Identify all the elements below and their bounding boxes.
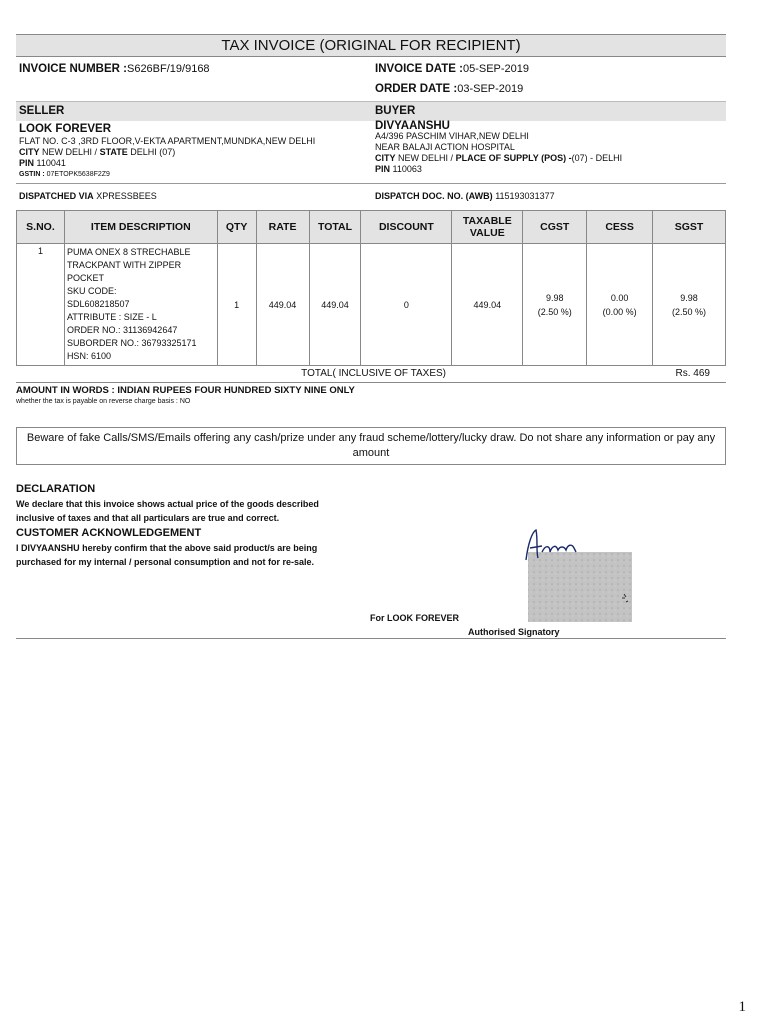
declaration-text	[16, 497, 726, 525]
invoice-date-label: INVOICE DATE :	[375, 63, 463, 75]
signature-stamp	[514, 522, 639, 592]
declaration-line: We declare that this invoice shows actual price of the goods described	[16, 499, 319, 509]
authorised-signatory: Authorised Signatory	[468, 627, 560, 637]
seller-city: NEW DELHI	[42, 147, 93, 157]
row-description	[64, 244, 217, 366]
col-taxable: TAXABLE VALUE	[452, 211, 523, 244]
sgst-amount: 9.98	[680, 292, 698, 303]
buyer-pin: 110063	[392, 164, 422, 174]
seller-gstin: 07ETOPK5638F2Z9	[46, 171, 110, 178]
invoice-date: 05-SEP-2019	[462, 63, 530, 75]
desc-line: SUBORDER NO.: 36793325171	[66, 338, 197, 348]
fraud-warning: Beware of fake Calls/SMS/Emails offering any cash/prize under any fraud scheme/lottery/lucky draw. Do not share any information or pay any amount	[16, 427, 726, 465]
seller-gstin-label: GSTIN :	[19, 171, 45, 178]
invoice-number: S626BF/19/9168	[126, 63, 210, 75]
buyer-city: NEW DELHI	[398, 153, 449, 163]
cgst-amount: 9.98	[545, 292, 564, 303]
row-cess	[587, 244, 653, 366]
cess-percent: (0.00 %)	[602, 306, 637, 317]
signature-image	[514, 522, 632, 624]
invoice-page	[16, 34, 726, 569]
invoice-number-label: INVOICE NUMBER :	[19, 63, 127, 75]
seller-pin-label: PIN	[19, 158, 35, 168]
desc-line: ATTRIBUTE : SIZE - L	[66, 312, 157, 322]
total-label: TOTAL( INCLUSIVE OF TAXES)	[301, 368, 446, 379]
table-row	[17, 244, 726, 366]
cess-amount: 0.00	[610, 292, 629, 303]
desc-line: SKU CODE:	[66, 286, 117, 296]
dispatch-info	[16, 184, 726, 210]
declaration-line: inclusive of taxes and that all particulars are true and correct.	[16, 513, 280, 523]
seller-state: DELHI (07)	[130, 147, 176, 157]
items-header-row	[17, 211, 726, 244]
desc-line: POCKET	[66, 273, 104, 283]
declaration-heading: DECLARATION	[16, 483, 96, 495]
seller-address: FLAT NO. C-3 ,3RD FLOOR,V-EKTA APARTMENT,MUNDKA,NEW DELHI	[19, 136, 316, 146]
col-cess: CESS	[587, 211, 653, 244]
seller-name: LOOK FOREVER	[19, 123, 112, 135]
seller-block: LOOK FOREVER FLAT NO. C-3 ,3RD FLOOR,V-EKTA APARTMENT,MUNDKA,NEW DELHI CITY NEW DELHI / STATE DELHI (07) PIN 110041 GSTIN : 07ETOPK5638F2Z9	[16, 121, 372, 183]
acknowledgement-heading: CUSTOMER ACKNOWLEDGEMENT	[16, 527, 202, 539]
col-rate: RATE	[256, 211, 309, 244]
desc-line: HSN: 6100	[66, 351, 111, 361]
seller-state-label: STATE	[99, 147, 128, 157]
acknowledgement-line: purchased for my internal / personal consumption and not for re-sale.	[16, 557, 315, 567]
buyer-name: DIVYAANSHU	[375, 120, 450, 132]
desc-line: TRACKPANT WITH ZIPPER	[66, 260, 182, 270]
col-qty: QTY	[217, 211, 256, 244]
page-number: 1	[738, 999, 746, 1015]
order-date: 03-SEP-2019	[457, 83, 524, 95]
row-qty: 1	[217, 244, 256, 366]
order-date-label: ORDER DATE :	[375, 83, 458, 95]
buyer-pin-label: PIN	[375, 164, 391, 174]
col-sgst: SGST	[653, 211, 726, 244]
awb-label: DISPATCH DOC. NO. (AWB)	[375, 191, 493, 201]
buyer-heading: BUYER	[375, 105, 416, 117]
col-sno: S.NO.	[17, 211, 65, 244]
buyer-address-2: NEAR BALAJI ACTION HOSPITAL	[375, 142, 515, 152]
total-row	[16, 366, 726, 383]
items-table	[16, 210, 726, 366]
seller-heading: SELLER	[19, 105, 65, 117]
col-total: TOTAL	[309, 211, 361, 244]
spacer	[16, 0, 726, 1]
buyer-block: DIVYAANSHU A4/396 PASCHIM VIHAR,NEW DELHI NEAR BALAJI ACTION HOSPITAL CITY NEW DELHI / PLACE OF SUPPLY (POS) -(07) - DELHI PIN 110063	[372, 121, 726, 183]
dispatch-via-label: DISPATCHED VIA	[19, 191, 94, 201]
row-cgst	[523, 244, 587, 366]
row-taxable: 449.04	[452, 244, 523, 366]
row-sgst	[653, 244, 726, 366]
awb-number: 115193031377	[495, 191, 555, 201]
sgst-percent: (2.50 %)	[672, 306, 707, 317]
for-company: For LOOK FOREVER	[370, 613, 460, 623]
acknowledgement-line: I DIVYAANSHU hereby confirm that the above said product/s are being	[16, 543, 318, 553]
seller-city-label: CITY	[19, 147, 40, 157]
seller-pin: 110041	[36, 158, 66, 168]
invoice-meta	[16, 57, 726, 101]
reverse-charge-note: whether the tax is payable on reverse charge basis : NO	[16, 398, 191, 405]
buyer-pos-label: PLACE OF SUPPLY (POS) -	[455, 153, 572, 163]
invoice-title: TAX INVOICE (ORIGINAL FOR RECIPIENT)	[16, 34, 726, 57]
row-total: 449.04	[309, 244, 361, 366]
dispatch-via: XPRESSBEES	[96, 191, 157, 201]
col-cgst: CGST	[523, 211, 587, 244]
row-discount: 0	[361, 244, 452, 366]
col-discount: DISCOUNT	[361, 211, 452, 244]
row-sno: 1	[17, 244, 65, 366]
party-details	[16, 121, 726, 184]
col-description: ITEM DESCRIPTION	[64, 211, 217, 244]
total-value: Rs. 469	[675, 368, 710, 379]
party-headings	[16, 101, 726, 121]
desc-line: SDL608218507	[66, 299, 130, 309]
desc-line: ORDER NO.: 31136942647	[66, 325, 178, 335]
desc-line: PUMA ONEX 8 STRECHABLE	[66, 247, 191, 257]
bottom-divider	[16, 638, 726, 639]
amount-in-words: AMOUNT IN WORDS : INDIAN RUPEES FOUR HUNDRED SIXTY NINE ONLY	[16, 385, 355, 396]
buyer-pos: (07) - DELHI	[571, 153, 623, 163]
buyer-city-label: CITY	[375, 153, 396, 163]
row-rate: 449.04	[256, 244, 309, 366]
buyer-address-1: A4/396 PASCHIM VIHAR,NEW DELHI	[375, 131, 529, 141]
cgst-percent: (2.50 %)	[537, 306, 572, 317]
